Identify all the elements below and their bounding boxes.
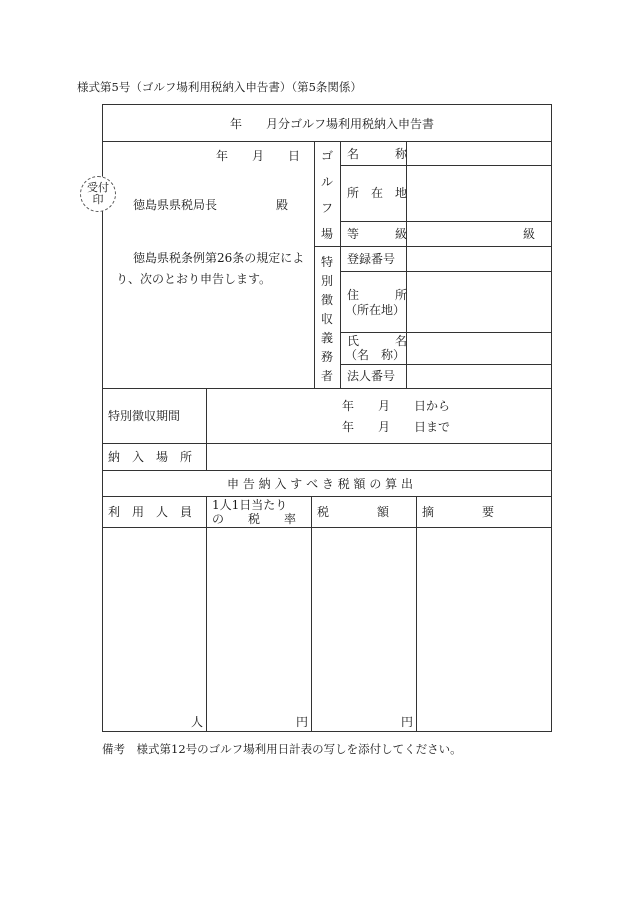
special-collector-vertical-label: 収	[321, 312, 334, 326]
stamp-text-1: 受付	[87, 181, 109, 194]
label-payment-place: 納 入 場 所	[108, 450, 193, 464]
stamp-text-2: 印	[92, 193, 104, 206]
divider	[340, 141, 341, 388]
divider	[102, 496, 552, 497]
calculation-title: 申 告 納 入 す べ き 税 額 の 算 出	[227, 477, 413, 491]
special-collector-vertical-label: 別	[321, 274, 334, 288]
period-to: 年 月 日まで	[342, 420, 451, 434]
special-collector-vertical-label: 徴	[321, 293, 334, 307]
date-field[interactable]	[210, 146, 310, 166]
col-users: 利 用 人 員	[108, 505, 193, 519]
special-collector-vertical-label	[321, 256, 333, 382]
name-field[interactable]	[407, 142, 551, 165]
label-corporate-number: 法人番号	[347, 369, 396, 383]
label-location: 所 在 地	[347, 186, 408, 200]
form-title: 年 月分ゴルフ場利用税納入申告書	[230, 117, 435, 131]
golf-course-vertical-label: 場	[321, 227, 334, 241]
special-collector-vertical-label: 特	[321, 255, 334, 269]
col-tax-amount: 税 額	[317, 505, 390, 519]
label-name: 名 称	[347, 147, 408, 161]
grade-field[interactable]	[407, 222, 517, 246]
col-remarks: 摘 要	[422, 505, 495, 519]
addressee: 徳島県県税局長	[133, 198, 218, 212]
label-registration-number: 登録番号	[347, 252, 396, 266]
registration-number-field[interactable]	[407, 247, 551, 271]
date-line: 年 月 日	[216, 149, 301, 163]
golf-course-vertical-label	[321, 150, 333, 240]
label-person-name: 氏 名	[347, 334, 408, 348]
tax-rate-field[interactable]	[207, 528, 311, 731]
remarks-note: 備考 様式第12号のゴルフ場利用日計表の写しを添付してください。	[102, 742, 462, 756]
col-rate-line-2: の 税 率	[212, 512, 297, 526]
form-number-header: 様式第5号（ゴルフ場利用税納入申告書）（第5条関係）	[77, 80, 362, 94]
golf-course-vertical-label: フ	[321, 201, 334, 215]
remarks-field[interactable]	[417, 528, 551, 731]
reception-stamp-circle	[80, 176, 116, 212]
label-address: 住 所	[347, 288, 408, 302]
tax-amount-field[interactable]	[312, 528, 416, 731]
payment-place-field[interactable]	[207, 444, 551, 470]
golf-course-vertical-label: ル	[321, 175, 334, 189]
unit-yen-rate: 円	[296, 715, 309, 729]
label-collection-period: 特別徴収期間	[108, 409, 181, 423]
divider	[314, 141, 315, 388]
unit-yen-tax: 円	[401, 715, 414, 729]
divider	[102, 470, 552, 471]
honorific: 殿	[276, 198, 289, 212]
users-field[interactable]	[103, 528, 206, 731]
special-collector-vertical-label: 者	[321, 369, 334, 383]
special-collector-vertical-label: 義	[321, 331, 334, 345]
period-from: 年 月 日から	[342, 399, 451, 413]
label-address-alt: （所在地）	[345, 303, 406, 317]
golf-course-vertical-label: ゴ	[321, 149, 334, 163]
declaration-line-1: 徳島県税条例第26条の規定によ	[133, 251, 305, 265]
person-name-field[interactable]	[407, 333, 551, 364]
grade-unit: 級	[523, 227, 536, 241]
divider	[314, 246, 340, 247]
address-field[interactable]	[407, 272, 551, 332]
label-person-name-alt: （名 称）	[345, 348, 406, 362]
label-grade: 等 級	[347, 227, 408, 241]
corporate-number-field[interactable]	[407, 365, 551, 388]
unit-person: 人	[191, 715, 204, 729]
col-rate-line-1: 1人1日当たり	[212, 498, 288, 512]
collection-period-field[interactable]	[207, 389, 551, 443]
location-field[interactable]	[407, 166, 551, 221]
special-collector-vertical-label: 務	[321, 350, 334, 364]
declaration-line-2: り、次のとおり申告します。	[116, 272, 272, 286]
